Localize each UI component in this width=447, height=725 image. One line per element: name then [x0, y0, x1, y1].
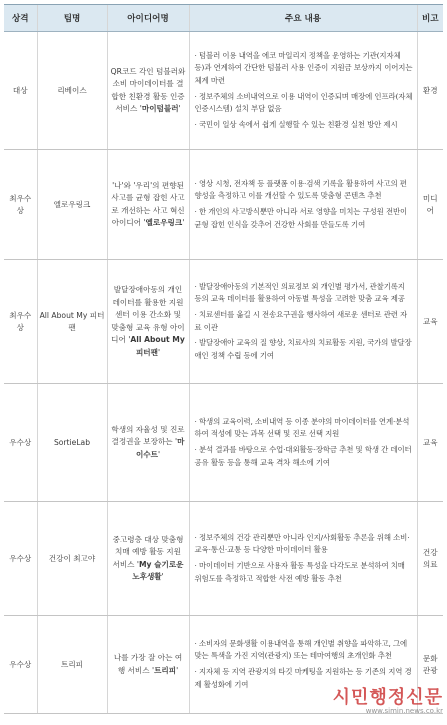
header-team: 팀명 [37, 5, 107, 32]
table-row [4, 32, 443, 150]
idea-cell [107, 384, 189, 502]
note-cell: 교육 [417, 260, 443, 384]
header-award: 상격 [4, 5, 37, 32]
table-row [4, 502, 443, 616]
idea-quote-close: ' [157, 347, 161, 357]
idea-name: 마이텀블러 [141, 104, 179, 113]
content-point: · 소비자의 문화생활 이용내역을 통해 개인별 취향을 파악하고, 그에 맞는 특색을 가진 지역(관광지) 또는 테마여행의 초개인화 추천 [194, 638, 408, 661]
watermark-title: 시민행정신문 [332, 687, 443, 708]
content-point: · 발달장애아동의 기본적인 의료정보 외 개인별 평가서, 관찰기록지 등의 교육 데이터를 활용하여 아동별 특성을 고려한 맞춤 교육 제공 [194, 281, 405, 304]
idea-description: 나를 가장 잘 아는 여행 서비스 ' [113, 653, 183, 675]
content-point: · 영상 시청, 전자책 등 플랫폼 이용·검색 기록을 활용하여 사고의 편향성을 측정하고 이를 개선할 수 있도록 맞춤형 콘텐츠 추천 [194, 178, 407, 201]
team-cell: SortieLab [37, 384, 107, 502]
award-results-table [4, 4, 443, 714]
award-cell: 우수상 [4, 502, 37, 616]
content-point: · 치료센터를 옮길 시 전송요구권을 행사하여 새로운 센터로 관련 자료 이관 [194, 309, 408, 332]
table-row [4, 260, 443, 384]
idea-cell [107, 150, 189, 260]
content-point: · 학생의 교육이력, 소비내역 등 이종 분야의 마이데이터를 연계·분석하여 적성에 맞는 과목 선택 및 진로 선택 지원 [194, 416, 410, 439]
idea-description: 중고령층 대상 맞춤형 치매 예방 활동 지원 서비스 ' [112, 534, 184, 569]
content-point: · 정보주체의 건강 관리뿐만 아니라 인지/사회활동 추론을 위해 소비·교육·통신·교통 등 다양한 마이데이터 활용 [194, 532, 410, 555]
content-point: · 마이데이터 기반으로 사용자 활동 특성을 다각도로 분석하여 치매 위험도를 측정하고 적합한 사전 예방 활동 추천 [194, 561, 405, 583]
content-point: · 발달장애아 교육의 질 향상, 치료사의 치료활동 지원, 국가의 발달장애인 정책 수립 등에 기여 [194, 338, 412, 360]
idea-name: 트리피 [154, 665, 177, 675]
content-cell [189, 502, 417, 616]
content-cell [189, 150, 417, 260]
team-cell: 건강이 최고야 [37, 502, 107, 616]
idea-quote-close: ' [178, 104, 181, 113]
award-cell: 우수상 [4, 384, 37, 502]
idea-cell [107, 260, 189, 384]
table-row [4, 384, 443, 502]
idea-quote-close: ' [157, 449, 161, 459]
idea-name: All About My 피터팬 [130, 335, 185, 357]
idea-name: My 슬기로운 노후생활 [132, 559, 184, 581]
news-watermark [333, 683, 443, 715]
team-cell: All About My 피터팬 [37, 260, 107, 384]
content-point: · 국민이 일상 속에서 쉽게 실행할 수 있는 친환경 실천 방안 제시 [194, 119, 398, 129]
note-cell: 환경 [417, 32, 443, 150]
idea-cell [107, 502, 189, 616]
idea-description: 발달장애아동의 개인데이터를 활용한 지원센터 이용 간소화 및 맞춤형 교육 유형 아이디어 ' [111, 285, 185, 344]
award-cell: 최우수상 [4, 150, 37, 260]
content-point: · 분석 결과를 바탕으로 수업·대외활동·장학금 추천 및 학생 간 데이터 공유 활동 등을 통해 교육 격차 해소에 기여 [194, 445, 412, 467]
note-cell: 문화관광 [417, 616, 443, 714]
idea-name: 옐로우링크 [145, 218, 183, 227]
note-cell: 미디어 [417, 150, 443, 260]
table-header-row [4, 5, 443, 32]
idea-description: 학생의 자율성 및 진로 결정권을 보장하는 ' [111, 424, 185, 447]
award-cell: 우수상 [4, 616, 37, 714]
header-content: 주요 내용 [189, 5, 417, 32]
header-note: 비고 [417, 5, 443, 32]
note-cell: 교육 [417, 384, 443, 502]
header-idea: 아이디어명 [107, 5, 189, 32]
award-cell: 대상 [4, 32, 37, 150]
idea-cell [107, 32, 189, 150]
note-cell: 건강의료 [417, 502, 443, 616]
idea-quote-close: ' [176, 665, 179, 675]
content-point: · 정보주체의 소비내역으로 이용 내역이 인증되며 매장에 인프라(자체인증시스템) 설치 부담 없음 [194, 91, 413, 114]
content-cell [189, 384, 417, 502]
idea-quote-close: ' [161, 572, 164, 581]
content-point: · 지자체 등 지역 관광지의 타깃 마케팅을 지원하는 등 기존의 지역 경제 활성화에 기여 [194, 667, 412, 689]
table-row [4, 150, 443, 260]
team-cell: 리베이스 [37, 32, 107, 150]
idea-cell [107, 616, 189, 714]
idea-description: QR코드 각인 텀블러와 소비 마이데이터를 결합한 친환경 활동 인증 서비스 ' [110, 66, 186, 113]
content-point: · 텀블러 이용 내역을 에코 마일리지 정책을 운영하는 기관(지자체 등)과 연계하여 간단한 텀블러 사용 인증이 지원금 보상까지 이어지는 체계 마련 [194, 50, 413, 85]
idea-quote-close: ' [182, 218, 185, 227]
idea-name: 마이수트 [135, 437, 185, 459]
content-cell [189, 32, 417, 150]
idea-description: '나'와 '우리'의 편향된 사고를 균형 잡힌 사고로 개선하는 사고 혁신 아이디어 ' [111, 180, 185, 227]
team-cell: 트리피 [37, 616, 107, 714]
watermark-url: www.simin.news.co.kr [365, 707, 443, 715]
award-cell: 최우수상 [4, 260, 37, 384]
content-point: · 한 개인의 사고방식뿐만 아니라 서로 영향을 미치는 구성원 전반이 균형 잡힌 인식을 갖추어 건강한 사회를 만들도록 기여 [194, 207, 408, 229]
content-cell [189, 260, 417, 384]
team-cell: 엘로우링크 [37, 150, 107, 260]
